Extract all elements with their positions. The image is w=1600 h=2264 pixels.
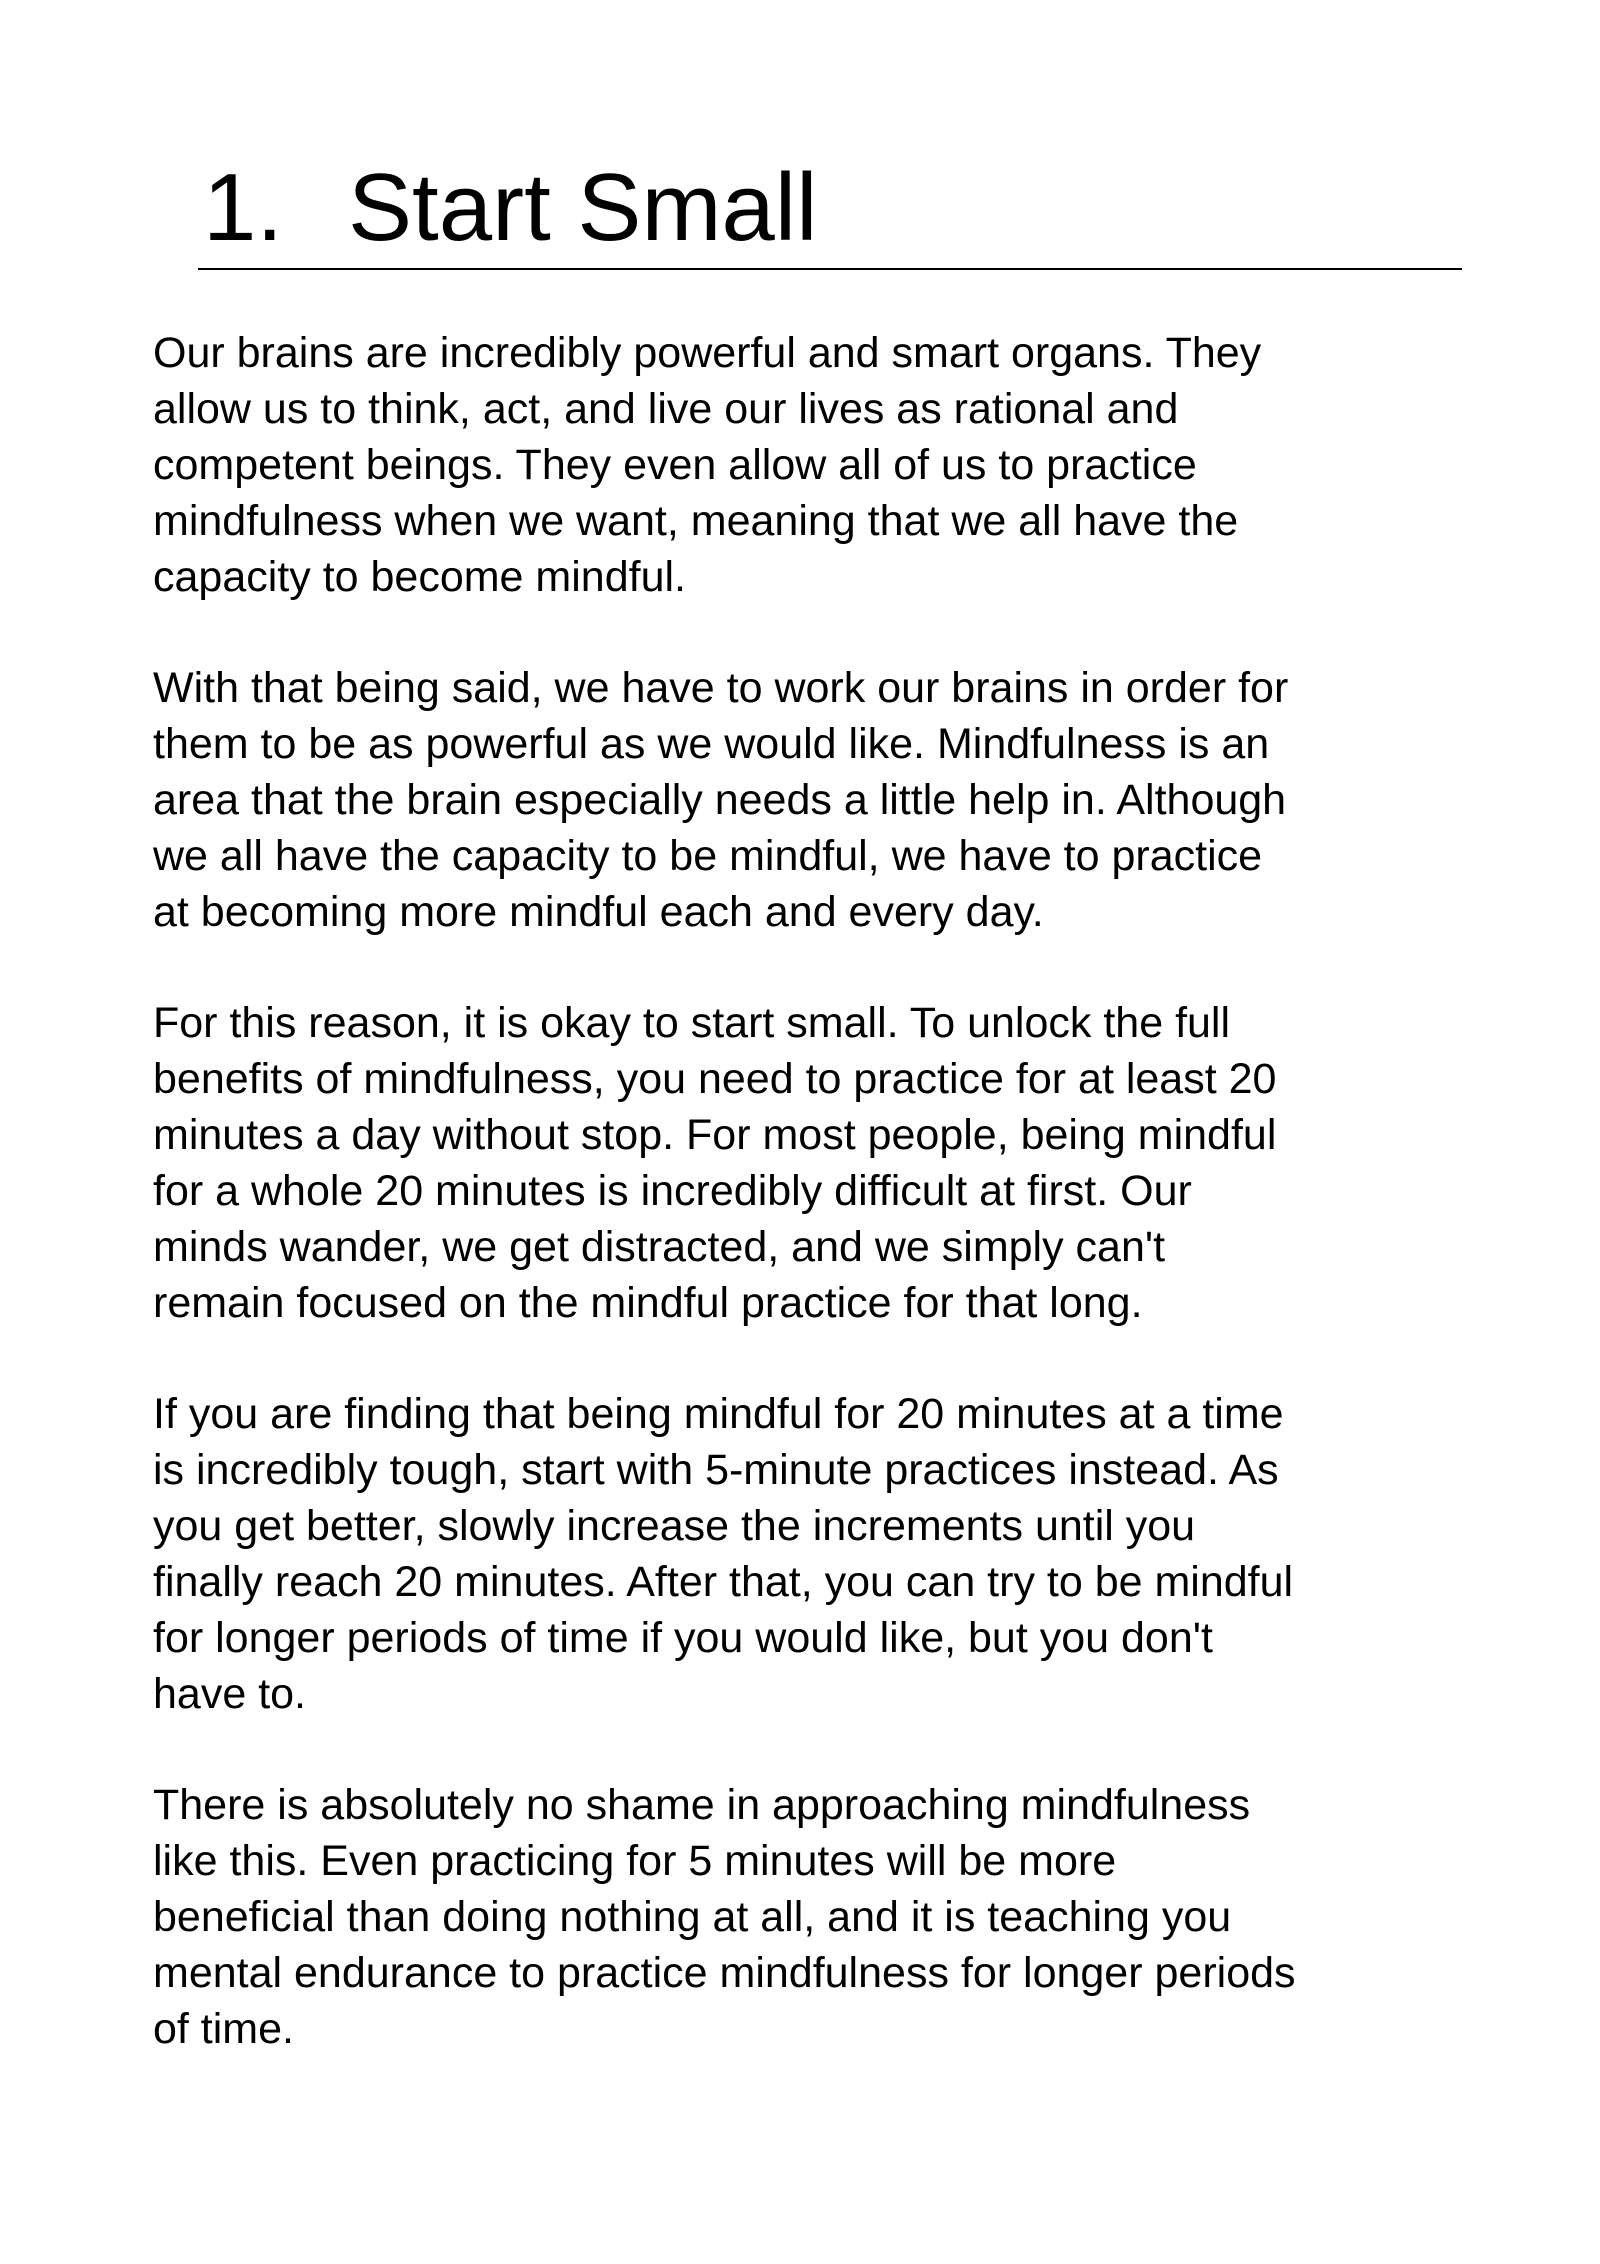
text-line: allow us to think, act, and live our lives as rational and [153, 385, 1179, 433]
paragraph-3 [153, 995, 1473, 1331]
text-line: mental endurance to practice mindfulness for longer periods [153, 1949, 1296, 1997]
text-line: for longer periods of time if you would like, but you don't [153, 1614, 1213, 1662]
text-line: like this. Even practicing for 5 minutes will be more [153, 1837, 1117, 1885]
paragraph-5 [153, 1777, 1473, 2057]
text-line: you get better, slowly increase the increments until you [153, 1502, 1196, 1550]
text-line: of time. [153, 2005, 294, 2053]
text-line: for a whole 20 minutes is incredibly difficult at first. Our [153, 1167, 1192, 1215]
text-line: competent beings. They even allow all of us to practice [153, 441, 1197, 489]
text-line: we all have the capacity to be mindful, we have to practice [153, 832, 1263, 880]
text-line: mindfulness when we want, meaning that we all have the [153, 497, 1239, 545]
text-line: finally reach 20 minutes. After that, you can try to be mindful [153, 1558, 1294, 1606]
text-line: remain focused on the mindful practice for that long. [153, 1279, 1143, 1327]
text-line: minds wander, we get distracted, and we simply can't [153, 1223, 1166, 1271]
text-line: Our brains are incredibly powerful and smart organs. They [153, 329, 1262, 377]
text-line: minutes a day without stop. For most people, being mindful [153, 1111, 1277, 1159]
text-line: is incredibly tough, start with 5-minute practices instead. As [153, 1446, 1279, 1494]
paragraph-2 [153, 660, 1473, 940]
text-line: capacity to become mindful. [153, 553, 686, 601]
text-line: at becoming more mindful each and every day. [153, 888, 1044, 936]
body-text [153, 325, 1473, 2112]
text-line: If you are finding that being mindful for 20 minutes at a time [153, 1390, 1284, 1438]
section-title: Start Small [348, 154, 818, 261]
paragraph-4 [153, 1386, 1473, 1722]
text-line: For this reason, it is okay to start small. To unlock the full [153, 999, 1231, 1047]
text-line: With that being said, we have to work our brains in order for [153, 664, 1289, 712]
text-line: benefits of mindfulness, you need to practice for at least 20 [153, 1055, 1277, 1103]
paragraph-1 [153, 325, 1473, 605]
text-line: have to. [153, 1670, 306, 1718]
text-line: them to be as powerful as we would like. Mindfulness is an [153, 720, 1270, 768]
text-line: beneficial than doing nothing at all, and it is teaching you [153, 1893, 1232, 1941]
section-heading [198, 148, 1462, 270]
text-line: There is absolutely no shame in approaching mindfulness [153, 1781, 1251, 1829]
text-line: area that the brain especially needs a little help in. Although [153, 776, 1287, 824]
section-number: 1. [203, 154, 284, 261]
